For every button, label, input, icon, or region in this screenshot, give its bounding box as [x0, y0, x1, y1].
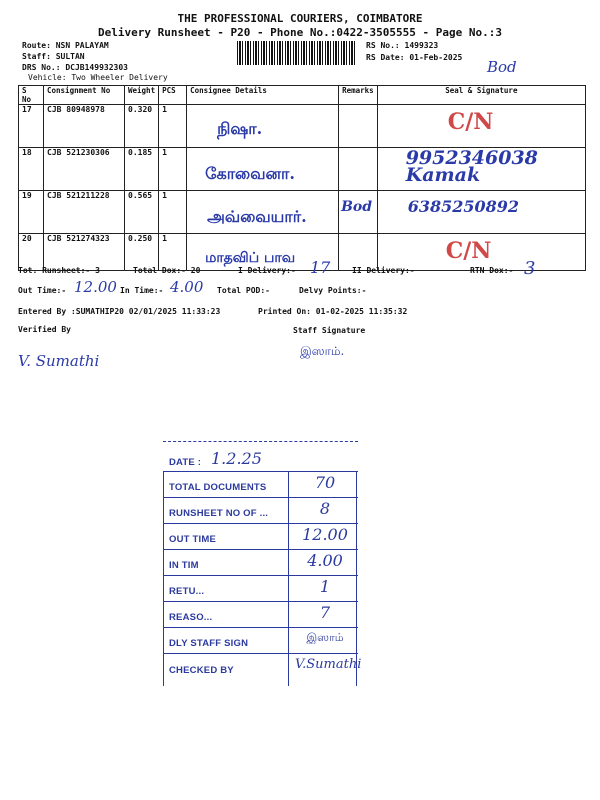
company-title: THE PROFESSIONAL COURIERS, COIMBATORE	[177, 12, 423, 25]
out-time-value: 12.00	[74, 278, 117, 296]
cell-sno: 18	[19, 148, 44, 191]
cell-consignment: CJB 80948978	[44, 105, 125, 148]
cell-sno: 20	[19, 234, 44, 271]
seal-handwriting: 6385250892	[407, 197, 520, 216]
cell-remarks	[339, 148, 378, 191]
seal-handwriting: 9952346038 Kamak	[405, 147, 538, 186]
rs-number: RS No.: 1499323	[366, 41, 439, 50]
cell-consignment: CJB 521230306	[44, 148, 125, 191]
in-time-label: In Time:-	[120, 286, 164, 295]
table-row	[19, 105, 586, 148]
col-sno: S No	[19, 86, 44, 105]
vehicle-label: Vehicle: Two Wheeler Delivery	[28, 73, 168, 82]
stamp-row-value: 70	[314, 473, 336, 492]
cell-weight: 0.565	[125, 191, 159, 234]
verified-by-label: Verified By	[18, 325, 71, 334]
runsheet-subtitle: Delivery Runsheet - P20 - Phone No.:0422-3505555 - Page No.:3	[98, 26, 502, 39]
tot-runsheet: Tot. Runsheet:- 3	[18, 266, 100, 275]
consignee-handwriting: அவ்வையார்.	[207, 207, 307, 226]
stamp-row-value: இஸாம்	[306, 631, 344, 644]
i-delivery-value: 17	[310, 258, 331, 277]
cell-weight: 0.185	[125, 148, 159, 191]
stamp-row-value: 1	[319, 577, 331, 596]
stamp-row-label: IN TIM	[169, 560, 199, 571]
stamp-row-label: TOTAL DOCUMENTS	[169, 482, 267, 493]
ii-delivery-label: II Delivery:-	[352, 266, 415, 275]
cell-weight: 0.320	[125, 105, 159, 148]
cell-sno: 17	[19, 105, 44, 148]
table-header-row	[19, 86, 586, 105]
stamp-row-label: DLY STAFF SIGN	[169, 638, 249, 649]
rtn-dox-label: RTN Dox:-	[470, 266, 514, 275]
table-row	[19, 191, 586, 234]
cell-consignment: CJB 521211228	[44, 191, 125, 234]
col-weight: Weight	[125, 86, 159, 105]
remarks-handwriting: Bod	[341, 199, 373, 215]
stamp-row-value: 8	[319, 499, 331, 518]
stamp-date-value: 1.2.25	[211, 449, 262, 468]
i-delivery-label: I Delivery:-	[238, 266, 296, 275]
stamp-row-value: 7	[319, 603, 331, 622]
corner-handwritten-note: Bod	[487, 58, 517, 76]
col-remarks: Remarks	[339, 86, 378, 105]
col-seal: Seal & Signature	[377, 86, 585, 105]
seal-handwriting: C/N	[447, 109, 494, 135]
barcode	[237, 41, 355, 65]
stamp-row-label: CHECKED BY	[169, 665, 234, 676]
consignment-table	[18, 85, 586, 271]
route-label: Route: NSN PALAYAM	[22, 41, 109, 50]
stamp-row-value: V.Sumathi	[295, 657, 362, 672]
receipt-stamp	[163, 441, 362, 691]
cell-remarks	[339, 234, 378, 271]
total-dox: Total Dox:- 20	[133, 266, 201, 275]
cell-weight: 0.250	[125, 234, 159, 271]
rtn-dox-value: 3	[524, 258, 536, 279]
cell-pcs: 1	[159, 234, 187, 271]
staff-signature: இஸாம்.	[300, 344, 345, 358]
col-consignment: Consignment No	[44, 86, 125, 105]
staff-signature-label: Staff Signature	[293, 326, 366, 335]
entered-by: Entered By :SUMATHIP20 02/01/2025 11:33:23	[18, 307, 221, 316]
total-pod-label: Total POD:-	[217, 286, 270, 295]
table-row	[19, 234, 586, 271]
stamp-row-value: 12.00	[302, 525, 348, 544]
staff-label: Staff: SULTAN	[22, 52, 85, 61]
stamp-row-label: REASO...	[169, 612, 213, 623]
stamp-row-label: RUNSHEET NO OF ...	[169, 508, 269, 519]
in-time-value: 4.00	[170, 278, 204, 296]
printed-on: Printed On: 01-02-2025 11:35:32	[258, 307, 408, 316]
cell-remarks	[339, 105, 378, 148]
stamp-row-value: 4.00	[307, 551, 343, 570]
cell-pcs: 1	[159, 191, 187, 234]
stamp-date-label: DATE :	[169, 457, 202, 468]
delvy-points-label: Delvy Points:-	[299, 286, 367, 295]
out-time-label: Out Time:-	[18, 286, 67, 295]
col-pcs: PCS	[159, 86, 187, 105]
cell-consignment: CJB 521274323	[44, 234, 125, 271]
seal-handwriting: C/N	[445, 238, 492, 264]
col-consignee: Consignee Details	[187, 86, 339, 105]
verified-signature: V. Sumathi	[18, 352, 100, 370]
stamp-row-label: RETU...	[169, 586, 205, 597]
consignee-handwriting: நிஷா.	[217, 119, 263, 138]
consignee-handwriting: மாதவிப் பாவ	[205, 250, 296, 266]
cell-sno: 19	[19, 191, 44, 234]
drs-number: DRS No.: DCJB149932303	[22, 63, 128, 72]
consignee-handwriting: கோவைனா.	[205, 164, 295, 183]
cell-pcs: 1	[159, 105, 187, 148]
rs-date: RS Date: 01-Feb-2025	[366, 53, 463, 62]
table-row	[19, 148, 586, 191]
cell-pcs: 1	[159, 148, 187, 191]
stamp-row-label: OUT TIME	[169, 534, 216, 545]
